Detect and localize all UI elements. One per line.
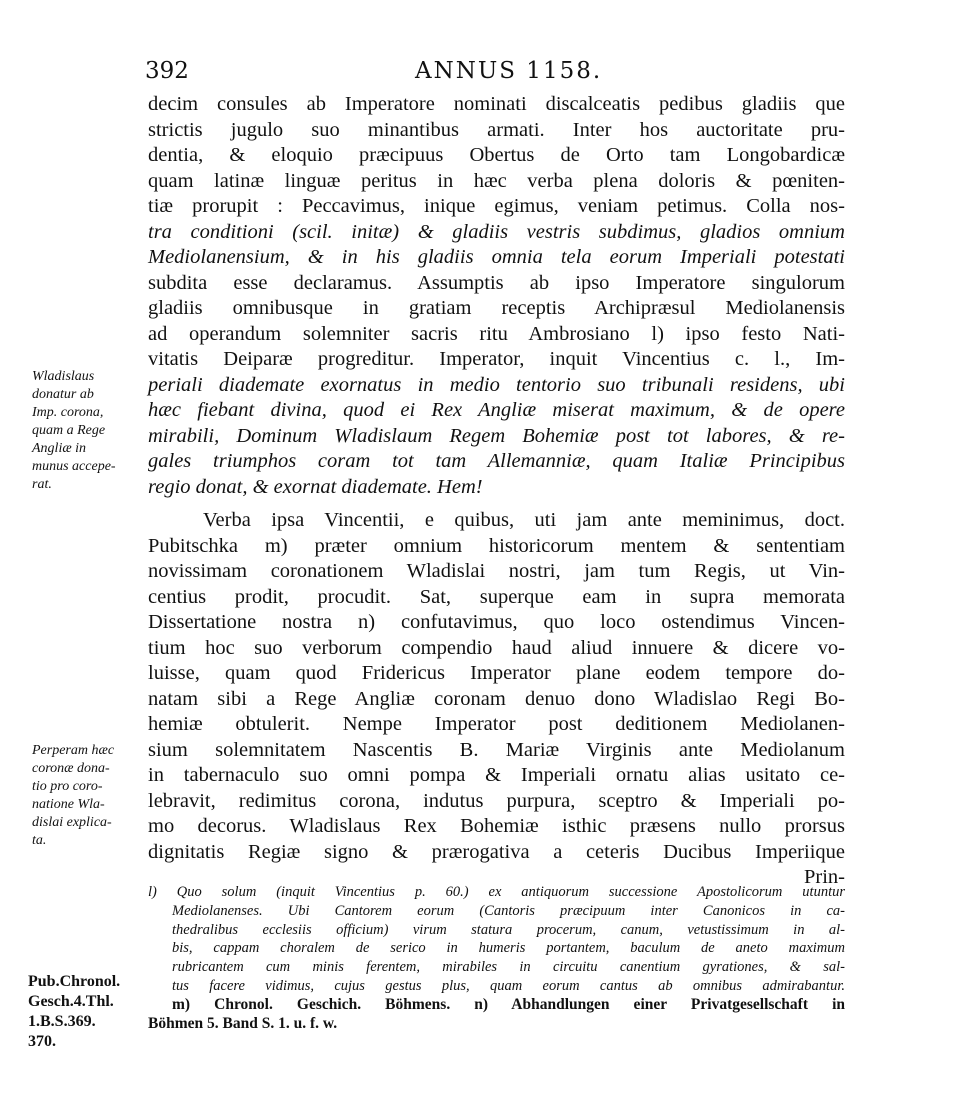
text-line: dignitatis Regiæ signo & prærogativa a ceteris Ducibus Imperiique [148,840,845,863]
text-line: Verba ipsa Vincentii, e quibus, uti jam ante meminimus, doct. [203,509,845,531]
footnotes [148,883,845,1033]
text-line: decim consules ab Imperatore nominati discalceatis pedibus gladiis que [148,93,845,115]
margin-note-wladislaus [32,368,116,494]
text-line: subdita esse declaramus. Assumptis ab ipso Imperatore singulorum [148,271,845,294]
text-line: Dissertatione nostra n) confutavimus, quo loco ostendimus Vincen- [148,611,845,633]
text-line: hæc fiebant divina, quod ei Rex Angliæ miserat maximum, & de opere [148,399,845,421]
text-line: tra conditioni (scil. initæ) & gladiis vestris subdimus, gladios omnium [148,220,845,243]
margin-note-line: 1.B.S.369. [28,1013,96,1030]
text-line: quam latinæ linguæ peritus in hæc verba plena doloris & pœniten- [148,169,845,192]
margin-note-line: Imp. corona, [32,405,104,420]
footnote-line: Mediolanenses. Ubi Cantorem eorum (Cantoris præcipuum inter Canonicos in ca- [172,902,845,919]
page-header [145,58,845,88]
running-head: ANNUS 1158. [415,58,603,84]
footnote-line: l) Quo solum (inquit Vincentius p. 60.) ex antiquorum successione Apostolicorum utuntur [148,884,845,900]
margin-note-line: quam a Rege [32,423,106,438]
text-line: ad operandum solemniter sacris ritu Ambrosiano l) ipso festo Nati- [148,322,845,345]
catchword: Prin- [804,866,845,888]
main-text-block-2 [148,508,845,891]
text-line: centius prodit, procudit. Sat, superque eam in supra memorata [148,585,845,608]
margin-note-line: 370. [28,1033,56,1050]
text-line: periali diademate exornatus in medio tentorio suo tribunali residens, ubi [148,373,845,396]
text-line: tiæ prorupit : Peccavimus, inique egimus, veniam petimus. Colla nos- [148,195,845,217]
text-line: mirabili, Dominum Wladislaum Regem Bohemiæ post tot labores, & re- [148,424,845,447]
page-number: 392 [145,58,189,84]
margin-note-line: Perperam hæc [32,743,115,758]
text-line: lebravit, redimitus corona, indutus purpura, sceptro & Imperiali po- [148,789,845,812]
margin-note-line: Wladislaus [32,369,95,384]
margin-note-line: dislai explica- [32,815,112,830]
margin-note-line: tio pro coro- [32,779,103,794]
text-line: strictis jugulo suo minantibus armati. Inter hos auctoritate pru- [148,118,845,141]
footnote-line: m) Chronol. Geschich. Böhmens. n) Abhandlungen einer Privatgesellschaft in [172,995,845,1013]
footnote-line: tus facere vidimus, cujus gestus plus, quam eorum cantus ab omnibus admirabantur. [172,977,845,994]
text-line: natam sibi a Rege Angliæ coronam denuo dono Wladislao Regi Bo- [148,687,845,710]
text-line: vitatis Deiparæ progreditur. Imperator, inquit Vincentius c. l., Im- [148,348,845,370]
text-line: mo decorus. Wladislaus Rex Bohemiæ isthic præsens nullo prorsus [148,815,845,837]
footnote-line: thedralibus ecclesiis officium) virum statura procerum, canum, vetustissimum in al- [172,921,845,938]
text-line: gales triumphos coram tot tam Allemanniæ, quam Italiæ Principibus [148,450,845,472]
margin-note-reference [28,972,120,1052]
footnote-line: Böhmen 5. Band S. 1. u. f. w. [148,1014,338,1032]
text-line: novissimam coronationem Wladislai nostri, jam tum Regis, ut Vin- [148,560,845,582]
margin-note-line: munus accepe- [32,459,116,474]
margin-note-line: Pub.Chronol. [28,973,121,990]
text-line: tium hoc suo verborum compendio haud aliud innuere & dicere vo- [148,636,845,659]
text-line: Mediolanensium, & in his gladiis omnia tela eorum Imperiali potestati [148,246,845,268]
footnote-line: rubricantem cum minis ferentem, mirabiles in circuitu canentium gyrationes, & sal- [172,959,845,976]
margin-note-perperam [32,742,114,850]
margin-note-line: ta. [32,833,47,848]
text-line: regio donat, & exornat diademate. Hem! [148,475,483,498]
text-line: luisse, quam quod Fridericus Imperator plane eodem tempore do- [148,662,845,684]
margin-note-line: coronæ dona- [32,761,110,776]
margin-note-line: natione Wla- [32,797,105,812]
text-line: gladiis omnibusque in gratiam receptis Archipræsul Mediolanensis [148,297,845,319]
text-line: in tabernaculo suo omni pompa & Imperiali ornatu alias usitato ce- [148,764,845,786]
text-line: dentia, & eloquio præcipuus Obertus de Orto tam Longobardicæ [148,144,845,166]
margin-note-line: Angliæ in [32,441,87,456]
margin-note-line: donatur ab [32,387,94,402]
text-line: Pubitschka m) præter omnium historicorum mentem & sententiam [148,534,845,557]
footnote-line: bis, cappam choralem de serico in humeris portantem, baculum de aneto maximum [172,940,845,957]
margin-note-line: Gesch.4.Thl. [28,993,114,1010]
text-line: hemiæ obtulerit. Nempe Imperator post deditionem Mediolanen- [148,713,845,735]
margin-note-line: rat. [32,477,52,492]
text-line: sium solemnitatem Nascentis B. Mariæ Virginis ante Mediolanum [148,738,845,761]
main-text-block-1 [148,92,845,500]
